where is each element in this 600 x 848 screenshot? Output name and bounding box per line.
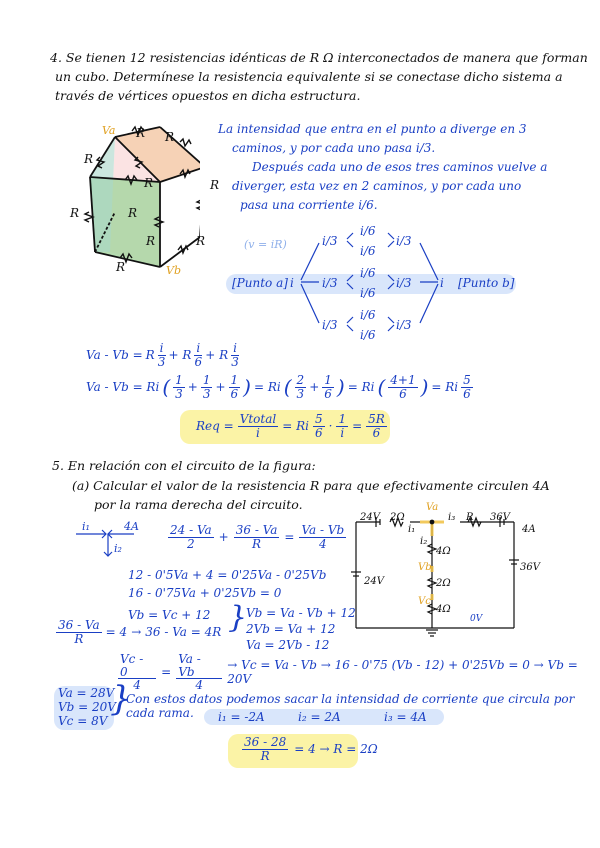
- problem5-title: 5. En relación con el circuito de la figura:: [52, 458, 316, 473]
- eq2-g1: $\frac{2}{3}$: [296, 373, 305, 401]
- eq2-f1: $\frac{1}{3}$: [175, 373, 183, 401]
- eq2-h: $\frac{4+1}{6}$: [390, 373, 416, 401]
- point-a-label: [Punto a]: [232, 276, 288, 290]
- problem4-line2: un cubo. Determínese la resistencia equivalente si se conectase dicho sistema a: [55, 69, 563, 84]
- equation-va-vb-sum: [86, 342, 239, 368]
- i6-5: i/6: [360, 308, 376, 322]
- eqm-plus: +: [218, 530, 229, 545]
- current-i3: i₃ = 4A: [384, 710, 427, 724]
- req-eqb: =: [352, 419, 363, 434]
- eqm-eq: =: [284, 530, 295, 545]
- sys-arrow: →: [131, 625, 142, 640]
- circ-vc: Vc: [418, 596, 431, 607]
- eqm-f1: $\frac{24 - Va}{2}$: [170, 523, 212, 551]
- explain-line-2: caminos, y por cada uno pasa i/3.: [232, 141, 436, 155]
- req-frac-1-i: $\frac{1}{i}$: [338, 412, 347, 440]
- eq2-f2: $\frac{1}{3}$: [202, 373, 211, 401]
- i6-2: i/6: [360, 244, 376, 258]
- cube-r-label-4: R: [144, 176, 154, 190]
- circ-4a: 4A: [522, 524, 536, 535]
- eq1-term3-r: + R: [205, 348, 229, 363]
- final-frac: $\frac{36 - 28}{R}$: [244, 735, 287, 763]
- cube-r-label-3: R: [84, 152, 94, 166]
- i3-mid-right: i/3: [396, 276, 412, 290]
- circ-r4a: 4Ω: [436, 546, 451, 557]
- eq2-f3: $\frac{1}{6}$: [230, 373, 239, 401]
- req-lhs: Req =: [196, 419, 234, 434]
- node-i2-label: i₂: [114, 542, 122, 555]
- problem4-line3: través de vértices opuestos en dicha estructura.: [55, 88, 361, 103]
- explain-line-5: pasa una corriente i/6.: [240, 198, 378, 212]
- vb-frac: $\frac{Va - Vb}{4}$: [176, 653, 222, 692]
- i3-top-right: i/3: [396, 234, 412, 248]
- eq2-mid3: = Ri: [431, 380, 459, 395]
- eq1-frac3: $\frac{i}{3}$: [231, 341, 239, 369]
- cube-r-label-9: R: [196, 234, 206, 248]
- circ-vb: Vb: [418, 562, 432, 573]
- i3-bot-left: i/3: [322, 318, 338, 332]
- eq1-frac2: $\frac{i}{6}$: [194, 341, 203, 369]
- sys-right-3: Va = 2Vb - 12: [246, 638, 330, 652]
- cube-r-label-5: R: [210, 178, 220, 192]
- eq-line-2: 12 - 0'5Va + 4 = 0'25Va - 0'25Vb: [128, 568, 327, 582]
- final-tail: = 4 → R = 2Ω: [294, 742, 378, 757]
- vc-tail: → Vc = Va - Vb → 16 - 0'75 (Vb - 12) + 0'25Vb = 0 → Vb = 20V: [227, 658, 578, 687]
- vc-frac: $\frac{Vc - 0}{4}$: [118, 653, 156, 692]
- sys-line-1: Vb = Vc + 12: [128, 608, 211, 622]
- explain-line-1: La intensidad que entra en el punto a diverge en 3: [218, 122, 527, 136]
- split-arrows: [295, 225, 445, 345]
- vc-equation: [118, 653, 600, 692]
- equation-va-vb-ri: Va - Vb = Ri ( $\frac{1}{3}$ + $\frac{1}{3}$ + $\frac{1}{6}$ ) = Ri ( $\frac{2}{3}$ + $\frac{1}{6}$ ) = Ri ( $\frac{4+1}{6}$ ) = Ri $\frac{5}{6}$: [86, 373, 471, 401]
- explain-line-3: Después cada uno de esos tres caminos vuelve a: [252, 160, 548, 174]
- circuit-node-va: [430, 520, 435, 525]
- req-frac-v: $\frac{\text{Vtotal}}{i}$: [239, 412, 277, 440]
- equation-node-a: [168, 524, 346, 550]
- circ-36v: 36V: [520, 562, 540, 573]
- current-i1: i₁ = -2A: [218, 710, 265, 724]
- circ-r4b: 4Ω: [436, 604, 451, 615]
- cube-va-label: Va: [102, 124, 116, 137]
- circ-i1: i₁: [408, 524, 416, 535]
- circ-i2: i₂: [420, 536, 428, 547]
- req-frac-5-6: $\frac{5}{6}$: [314, 412, 323, 440]
- vc-eq: =: [161, 665, 172, 680]
- i6-4: i/6: [360, 286, 376, 300]
- current-i-right: i: [440, 276, 444, 290]
- circ-i3: i₃: [448, 512, 456, 523]
- cube-r-label-7: R: [128, 206, 138, 220]
- result-vc: Vc = 8V: [58, 714, 108, 728]
- current-i2: i₂ = 2A: [298, 710, 341, 724]
- cube-r-label-2: R: [165, 130, 175, 144]
- point-b-label: [Punto b]: [458, 276, 515, 290]
- eq2-lhs: Va - Vb = Ri: [86, 380, 160, 395]
- final-equation: [242, 736, 378, 762]
- req-eqa: = Ri: [282, 419, 309, 434]
- problem4-line1: 4. Se tienen 12 resistencias idénticas de R Ω interconectados de manera que forman: [50, 50, 588, 65]
- cube-r-label-10: R: [116, 260, 126, 274]
- i3-bot-right: i/3: [396, 318, 412, 332]
- cube-diagram: [60, 112, 200, 277]
- circ-r2: 2Ω: [390, 512, 405, 523]
- sys-line-2: 36 - Va = 4R: [145, 625, 222, 640]
- sys-left-frac: $\frac{36 - Va}{R}$: [58, 618, 100, 646]
- result-vb: Vb = 20V: [58, 700, 116, 714]
- cube-vb-label: Vb: [166, 264, 181, 277]
- cube-r-label-1: R: [136, 126, 146, 140]
- req-frac-result: $\frac{5R}{6}$: [368, 412, 385, 440]
- equation-req: [196, 413, 387, 439]
- sys-brace: }: [228, 600, 248, 635]
- i3-top-left: i/3: [322, 234, 338, 248]
- circ-r: R: [466, 512, 474, 523]
- with-data-text: Con estos datos podemos sacar la intensidad de corriente que circula por cada rama.: [126, 692, 575, 720]
- eq1-term1-r: R: [145, 348, 155, 363]
- sys-left-eqval: = 4: [105, 625, 128, 640]
- current-i-left: i: [290, 276, 294, 290]
- results-brace: }: [110, 679, 132, 719]
- results-block: [58, 686, 116, 728]
- sys-right-1: Vb = Va - Vb + 12: [246, 606, 356, 620]
- eqm-f2: $\frac{36 - Va}{R}$: [235, 523, 278, 551]
- problem5-part-a-line1: (a) Calcular el valor de la resistencia R para que efectivamente circulen 4A: [72, 478, 550, 493]
- node-4a-label: 4A: [124, 520, 139, 533]
- eqm-f3: $\frac{Va - Vb}{4}$: [301, 523, 345, 551]
- circ-r2b: 2Ω: [436, 578, 451, 589]
- req-dot: ·: [328, 419, 333, 434]
- cube-r-label-6: R: [70, 206, 80, 220]
- circ-24v: 24V: [364, 576, 384, 587]
- circ-0v: 0V: [470, 614, 483, 624]
- eq1-lhs: Va - Vb =: [86, 348, 143, 363]
- node-i1-label: i₁: [82, 520, 90, 533]
- sys-left-eq: [56, 619, 221, 645]
- circ-36v-top: 36V: [490, 512, 510, 523]
- eq2-k: $\frac{5}{6}$: [463, 373, 471, 401]
- ohm-law-note: (v = iR): [244, 238, 287, 251]
- eq2-mid1: = Ri: [253, 380, 281, 395]
- eq-line-3: 16 - 0'75Va + 0'25Vb = 0: [128, 586, 282, 600]
- circ-va: Va: [426, 502, 439, 513]
- i6-1: i/6: [360, 224, 376, 238]
- i6-6: i/6: [360, 328, 376, 342]
- problem5-part-a-line2: por la rama derecha del circuito.: [94, 497, 303, 512]
- sys-right-2: 2Vb = Va + 12: [246, 622, 336, 636]
- result-va: Va = 28V: [58, 686, 115, 700]
- explain-line-4: diverger, esta vez en 2 caminos, y por cada uno: [232, 179, 522, 193]
- eq1-term2-r: + R: [168, 348, 192, 363]
- eq2-g2: $\frac{1}{6}$: [324, 373, 332, 401]
- eq2-mid2: = Ri: [347, 380, 375, 395]
- circ-24v-top: 24V: [360, 512, 380, 523]
- cube-r-label-8: R: [146, 234, 156, 248]
- i6-3: i/6: [360, 266, 376, 280]
- i3-mid-left: i/3: [322, 276, 338, 290]
- eq1-frac1: $\frac{i}{3}$: [157, 341, 166, 369]
